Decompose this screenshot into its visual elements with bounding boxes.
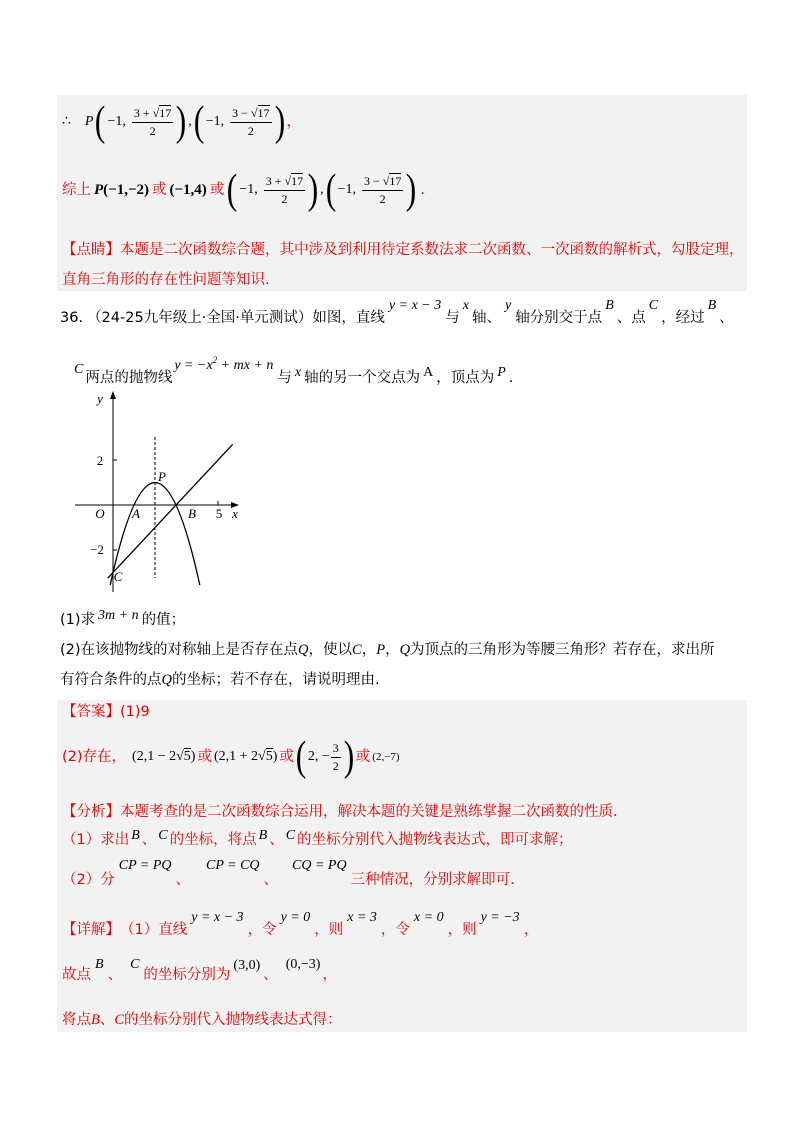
part-2-text: 有符合条件的点 xyxy=(60,672,162,688)
fraction-numerator xyxy=(132,106,173,123)
separator: 、 xyxy=(99,1012,115,1028)
left-paren: ( xyxy=(95,99,106,145)
fraction-numerator xyxy=(362,174,403,191)
point-q-label: Q xyxy=(161,672,172,688)
note-text: 直角三角形的存在性问题等知识. xyxy=(62,272,270,288)
point-c-label: C xyxy=(352,642,362,658)
x-coordinate: −1, xyxy=(337,182,356,197)
answer-line-1 xyxy=(62,702,150,722)
left-paren: ( xyxy=(295,734,307,780)
question-text: ，经过 xyxy=(661,310,705,326)
detail-line-2 xyxy=(62,957,337,985)
summary-line xyxy=(62,165,425,215)
numerator-prefix: 3 − √ xyxy=(363,173,390,188)
coordinate-b: (−1,4) xyxy=(169,182,207,198)
separator: ， xyxy=(361,642,377,658)
numerator-prefix: 3 − √ xyxy=(232,105,258,120)
question-line-1 xyxy=(60,298,734,328)
option-close: ) xyxy=(272,749,278,764)
x-tick-label-5: 5 xyxy=(215,506,223,521)
point-p-label: P xyxy=(376,642,386,658)
detail-line-1 xyxy=(62,910,539,940)
x-coordinate: −1, xyxy=(107,114,126,129)
point-b-label: B xyxy=(707,298,717,313)
analysis-text: （2）分 xyxy=(62,872,115,888)
point-p-label: P xyxy=(84,114,94,129)
numerator-prefix: 3 + √ xyxy=(133,105,160,120)
equation-x-3: x = 3 xyxy=(347,910,377,925)
separator: 、 xyxy=(263,872,279,888)
line-end-comma: ， xyxy=(286,114,302,130)
x-coordinate: −1, xyxy=(239,182,258,197)
detail-text: ，则 xyxy=(447,922,477,938)
question-text: ，顶点为 xyxy=(436,370,495,386)
note-label: 【点睛】 xyxy=(62,242,120,258)
right-paren: ) xyxy=(307,167,319,213)
radicand: 5 xyxy=(183,749,191,764)
radicand: 17 xyxy=(291,173,304,188)
option-close: ) xyxy=(190,749,196,764)
answer-part-2-label: (2)存在， xyxy=(62,749,127,765)
point-c-label: C xyxy=(648,298,659,313)
note-line-2 xyxy=(62,270,270,290)
analysis-line-3 xyxy=(62,858,515,890)
fraction-minus xyxy=(362,174,403,207)
part-1-text: (1)求 xyxy=(60,612,96,628)
parabola-equation xyxy=(174,356,273,376)
fraction-denominator: 2 xyxy=(332,758,339,773)
part-1-text: 的值； xyxy=(141,612,186,628)
detail-text: ， xyxy=(523,922,539,938)
answer-line-2 xyxy=(62,732,400,782)
analysis-line-1 xyxy=(62,802,618,822)
question-text: 与 xyxy=(277,370,292,386)
question-text: 、点 xyxy=(616,310,646,326)
x-variable: x xyxy=(462,298,469,313)
question-text: 轴的另一个交点为 xyxy=(304,370,421,386)
detail-label: 【详解】 xyxy=(62,922,120,938)
detail-text: 的坐标分别为 xyxy=(143,967,231,983)
analysis-text: 的坐标，将点 xyxy=(169,832,257,848)
fraction-plus xyxy=(132,106,173,139)
origin-label: O xyxy=(95,506,105,521)
part-2-text: 的坐标；若不存在，请说明理由. xyxy=(171,672,380,688)
or-word: 或 xyxy=(209,182,225,198)
question-text: 与 xyxy=(445,310,460,326)
comma: , xyxy=(320,182,324,197)
analysis-text: 三种情况，分别求解即可. xyxy=(350,872,515,888)
fraction-denominator: 2 xyxy=(247,123,254,138)
analysis-text: （1）求出 xyxy=(62,832,130,848)
radicand: 5 xyxy=(265,749,273,764)
comma: , xyxy=(188,114,192,129)
point-a-label: A xyxy=(423,365,434,380)
analysis-label: 【分析】 xyxy=(62,804,120,820)
separator: ， xyxy=(385,642,400,658)
y-axis-label: y xyxy=(97,391,103,406)
question-text: 两点的抛物线 xyxy=(85,370,173,386)
point-q-label: Q xyxy=(399,642,411,658)
fraction-denominator: 2 xyxy=(379,191,386,206)
note-text: 本题是二次函数综合题，其中涉及到利用待定系数法求二次函数、一次函数的解析式，勾股定理， xyxy=(120,242,744,258)
x-variable: x xyxy=(294,365,302,380)
answer-option-1 xyxy=(132,747,195,767)
point-p-label: P xyxy=(497,365,506,380)
answer-option-4: (2,−7) xyxy=(372,751,400,763)
separator: 、 xyxy=(175,872,190,888)
answer-part-1: (1)9 xyxy=(120,704,150,720)
equation-y-neg3: y = −3 xyxy=(480,910,520,925)
radicand: 17 xyxy=(159,105,172,120)
part-1-line xyxy=(60,610,185,630)
equation-y-0: y = 0 xyxy=(280,910,311,925)
coordinate-a: (−1,−2) xyxy=(103,182,150,198)
radicand: 17 xyxy=(389,173,402,188)
detail-text: ，令 xyxy=(247,922,277,938)
detail-text: （1）直线 xyxy=(120,922,188,938)
part-2-text: (2)在该抛物线的对称轴上是否存在点 xyxy=(60,642,299,658)
point-b-label: B xyxy=(95,957,104,972)
point-c-label: C xyxy=(74,362,84,377)
fraction-numerator xyxy=(230,106,271,123)
points-line xyxy=(62,97,301,147)
x-coordinate: −1, xyxy=(205,114,225,129)
y-tick-label-neg2: −2 xyxy=(90,542,104,557)
detail-text: 将点 xyxy=(62,1012,91,1028)
point-a-label: A xyxy=(132,506,140,521)
or-word: 或 xyxy=(152,182,167,198)
right-paren: ) xyxy=(406,167,417,213)
option-prefix: (2,1 + 2√ xyxy=(213,749,266,764)
question-text: . xyxy=(508,370,514,386)
point-p-label: P xyxy=(94,182,104,198)
question-text: 轴、 xyxy=(471,310,501,326)
note-line-1 xyxy=(62,240,744,260)
x-axis-label: x xyxy=(232,506,238,521)
fraction-plus xyxy=(264,174,305,207)
option-prefix: (2,1 − 2√ xyxy=(132,749,184,764)
point-b-label: B xyxy=(605,298,614,313)
parabola-figure xyxy=(70,385,245,595)
detail-text: 的坐标分别代入抛物线表达式得： xyxy=(124,1012,342,1028)
detail-text: ，令 xyxy=(380,922,410,938)
case-cq-pq: CQ = PQ xyxy=(292,858,347,873)
right-paren: ) xyxy=(343,734,355,780)
parabola-exponent: 2 xyxy=(212,355,218,365)
right-paren: ) xyxy=(176,99,187,145)
answer-option-2 xyxy=(214,747,277,767)
radicand: 17 xyxy=(257,105,270,120)
parabola-eq-end: + mx + n xyxy=(217,358,274,373)
point-b-label: B xyxy=(188,506,196,521)
point-c-label: C xyxy=(285,828,296,843)
fraction-minus xyxy=(230,106,271,139)
separator: 、 xyxy=(107,967,123,983)
numerator-prefix: 3 + √ xyxy=(265,173,292,188)
separator: 、 xyxy=(263,967,278,983)
point-b-label: B xyxy=(91,1012,100,1028)
answer-label: 【答案】 xyxy=(62,704,120,720)
point-c-label: C xyxy=(114,1012,125,1028)
question-text: 如图，直线 xyxy=(312,310,385,326)
detail-text: 故点 xyxy=(62,967,91,983)
question-text: 轴分别交于点 xyxy=(515,310,603,326)
therefore-symbol: ∴ xyxy=(62,114,71,129)
question-text: 、 xyxy=(719,310,734,326)
point-q-label: Q xyxy=(298,642,309,658)
separator: 、 xyxy=(141,832,157,848)
part-2-text: 为顶点的三角形为等腰三角形？若存在，求出所 xyxy=(410,642,715,658)
analysis-text: 本题考查的是二次函数综合运用，解决本题的关键是熟练掌握二次函数的性质. xyxy=(120,804,618,820)
or-word: 或 xyxy=(355,749,371,765)
equation-x-0: x = 0 xyxy=(413,910,444,925)
point-c-label: C xyxy=(158,828,168,843)
point-c-label: C xyxy=(130,957,140,972)
left-paren: ( xyxy=(325,167,336,213)
coordinate-b: (3,0) xyxy=(233,958,261,973)
analysis-text: 的坐标分别代入抛物线表达式，即可求解； xyxy=(297,832,573,848)
detail-line-3 xyxy=(62,1010,342,1030)
y-tick-label-2: 2 xyxy=(96,453,104,468)
fraction-numerator xyxy=(264,174,305,191)
left-paren: ( xyxy=(193,99,204,145)
or-word: 或 xyxy=(279,749,294,765)
point-c-label: C xyxy=(113,569,123,584)
part-2-text: ，使以 xyxy=(308,642,353,658)
left-paren: ( xyxy=(227,167,238,213)
right-paren: ) xyxy=(274,99,285,145)
parabola-eq-start: y = −x xyxy=(174,358,213,373)
question-number: 36. xyxy=(60,310,84,326)
y-axis-arrow xyxy=(110,391,116,399)
y-variable: y xyxy=(504,298,512,313)
point-b-label: B xyxy=(258,828,268,843)
detail-text: ，则 xyxy=(314,922,344,938)
case-cp-cq: CP = CQ xyxy=(205,858,260,873)
point-p-label: P xyxy=(158,469,166,484)
point-b-label: B xyxy=(131,828,140,843)
detail-text: ， xyxy=(322,967,337,983)
coordinate-c: (0,−3) xyxy=(285,957,321,972)
period: . xyxy=(420,182,425,198)
part-2-line-1 xyxy=(60,640,715,660)
answer-option-3-fraction xyxy=(331,741,341,774)
part-2-line-2 xyxy=(60,670,380,690)
answer-option-3-x: 2, − xyxy=(307,749,330,764)
separator: 、 xyxy=(269,832,284,848)
fraction-numerator: 3 xyxy=(331,741,341,758)
line-bc xyxy=(108,444,233,578)
line-equation: y = x − 3 xyxy=(388,298,442,313)
case-cp-pq: CP = PQ xyxy=(118,858,172,873)
summary-label: 综上 xyxy=(62,182,91,198)
part-1-expression: 3m + n xyxy=(98,608,139,623)
fraction-denominator: 2 xyxy=(281,191,288,206)
question-source: （24-25九年级上·全国·单元测试） xyxy=(87,310,313,326)
line-equation: y = x − 3 xyxy=(191,910,244,925)
or-word: 或 xyxy=(197,749,212,765)
fraction-denominator: 2 xyxy=(149,123,156,138)
analysis-line-2 xyxy=(62,830,573,850)
